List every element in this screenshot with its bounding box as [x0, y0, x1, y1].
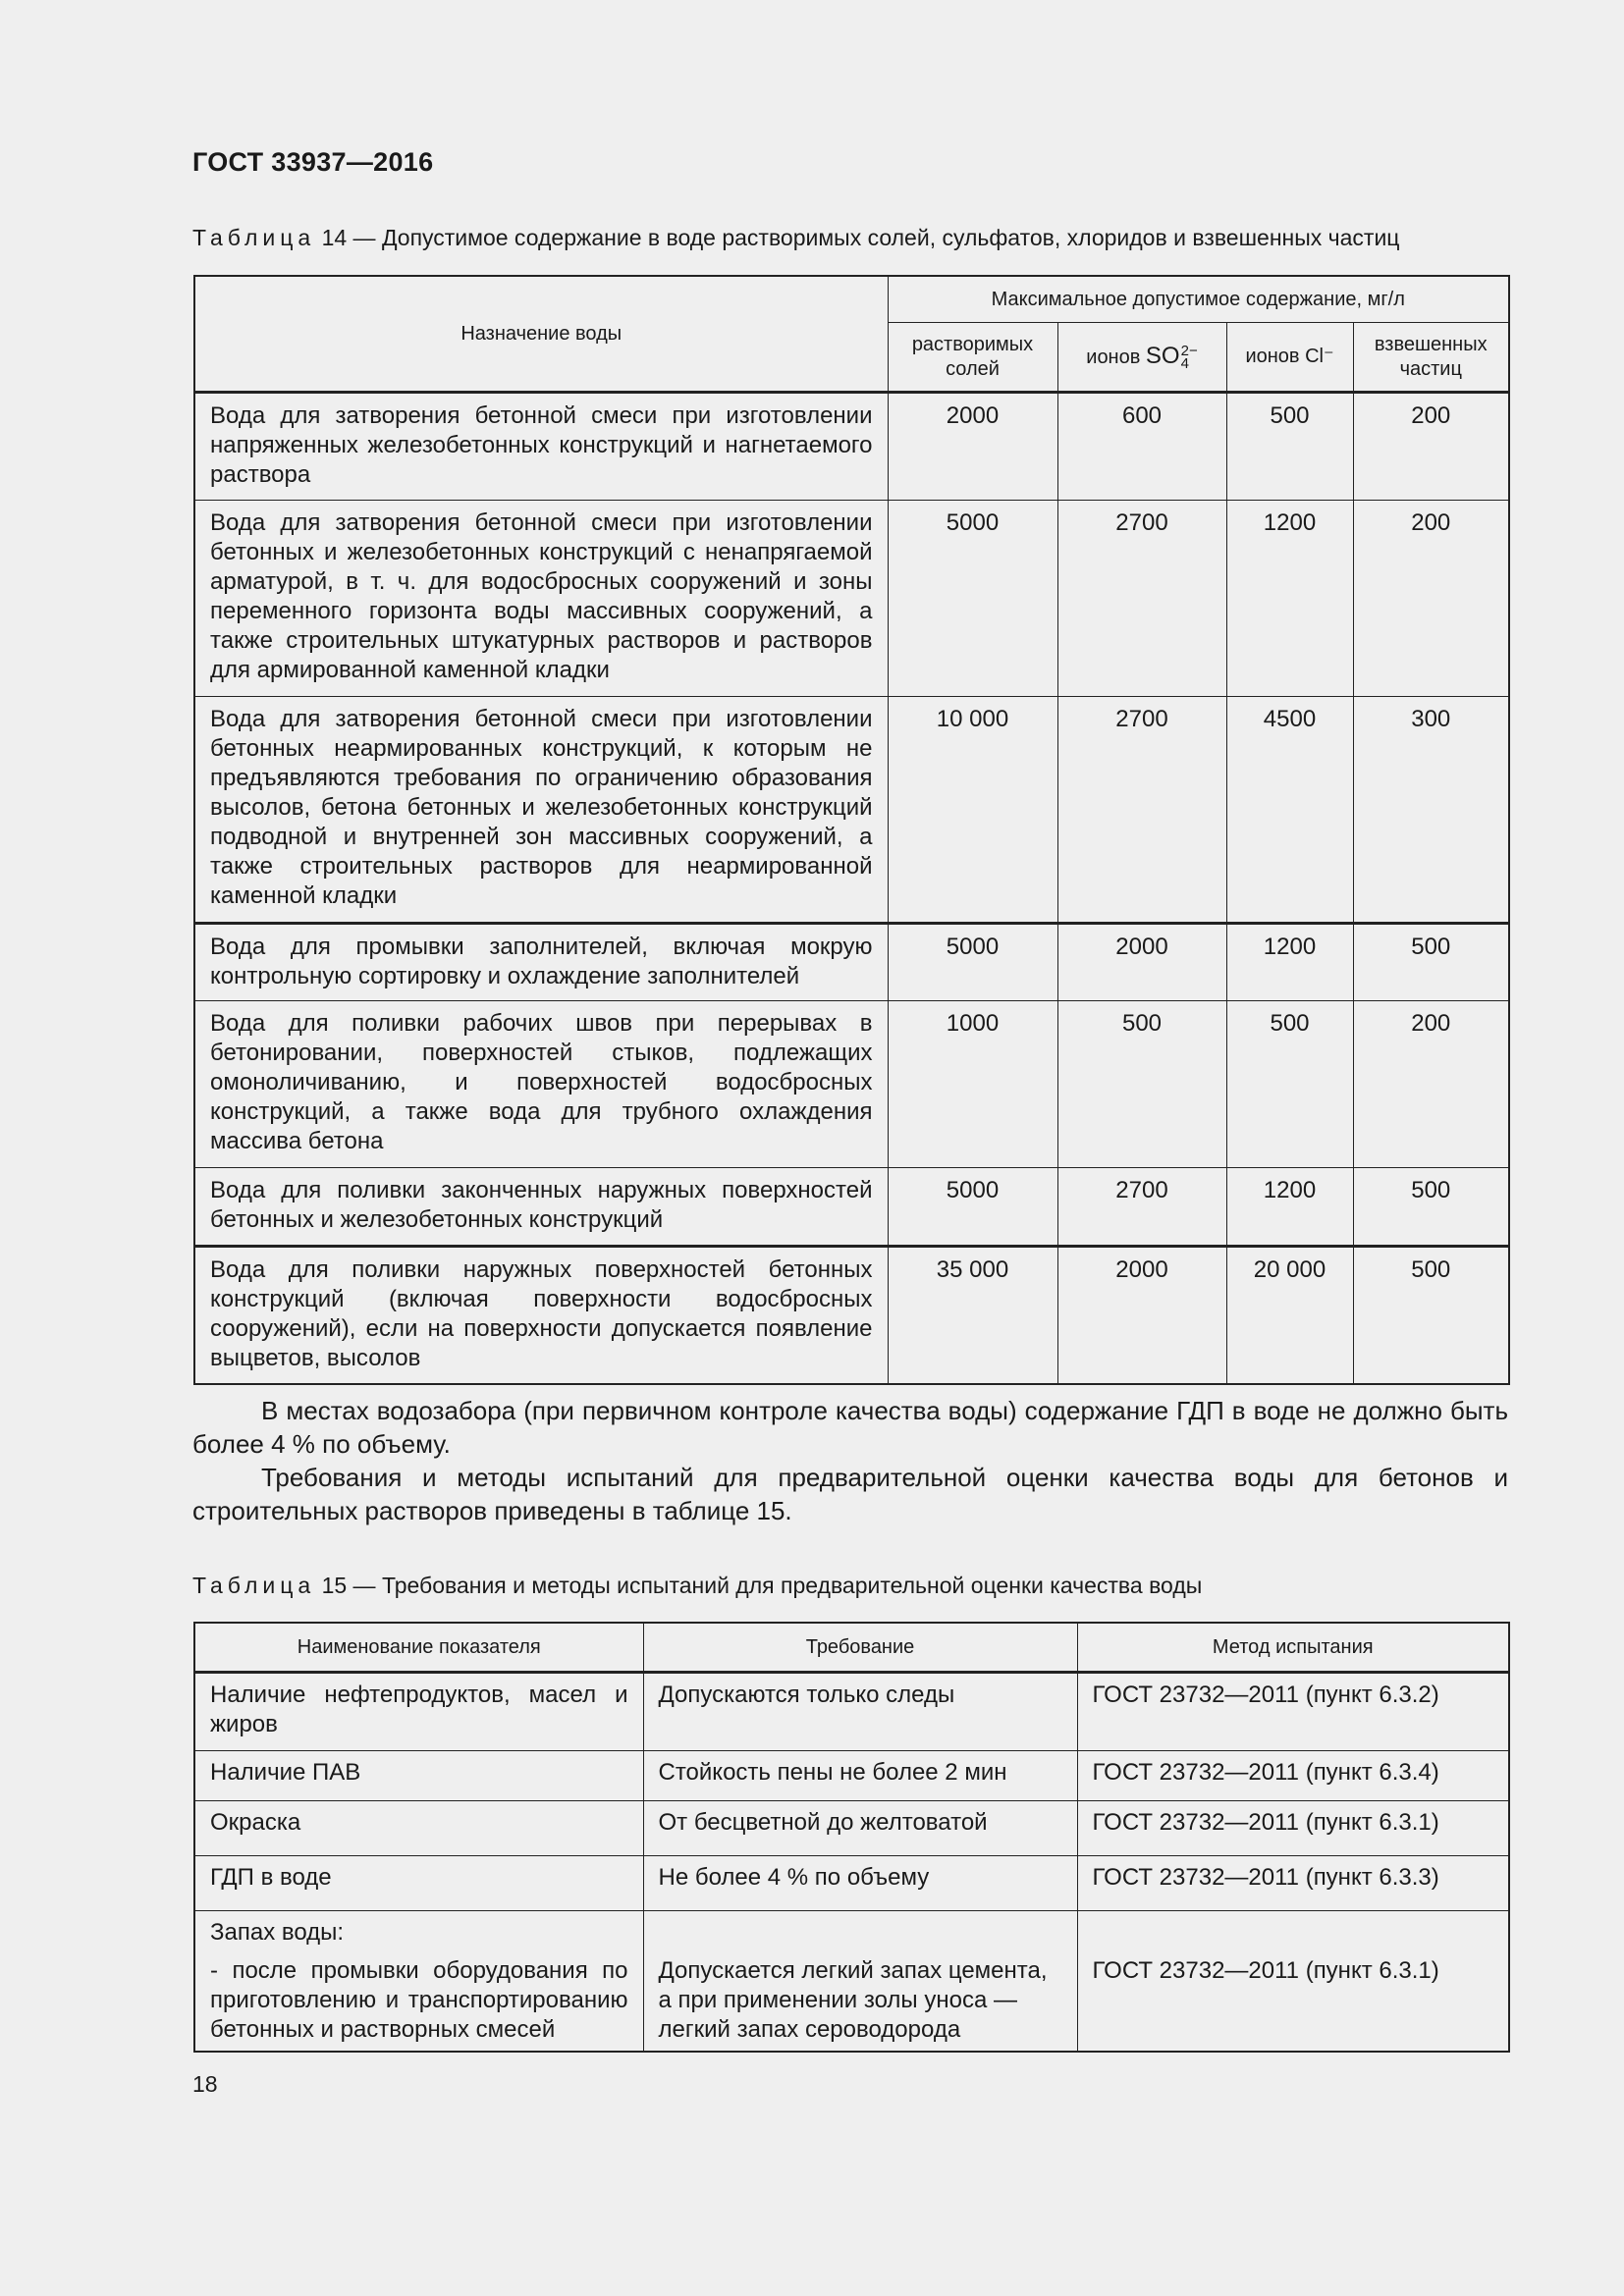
- table-row: [194, 1856, 1509, 1911]
- row-cl: 1200: [1226, 1168, 1353, 1247]
- row-purpose: Вода для затворения бетонной смеси при изготовлении напряженных железобетонных конструкций и нагнетаемого раствора: [194, 393, 888, 501]
- row-so4: 2000: [1057, 924, 1226, 1001]
- table-row: [194, 1911, 1509, 2053]
- document-code: ГОСТ 33937—2016: [192, 147, 434, 177]
- row-so4: 2700: [1057, 697, 1226, 924]
- table-row: [194, 924, 1509, 1001]
- row-suspended: 300: [1353, 697, 1509, 924]
- row-requirement: От бесцветной до желтоватой: [643, 1801, 1077, 1856]
- row-so4: 2000: [1057, 1247, 1226, 1384]
- row-method: ГОСТ 23732—2011 (пункт 6.3.4): [1077, 1751, 1509, 1801]
- smell-condition: - после промывки оборудования по приготовлению и транспортированию бетонных и растворных смесей: [210, 1957, 628, 2043]
- row-requirement: Не более 4 % по объему: [643, 1856, 1077, 1911]
- row-indicator-smell: [194, 1911, 643, 2053]
- row-purpose: Вода для поливки рабочих швов при перерывах в бетонировании, поверхностей стыков, подлежащих омоноличиванию, и поверхностей водосбросных конструкций, а также вода для трубного охлаждения массива бетона: [194, 1001, 888, 1168]
- row-purpose: Вода для промывки заполнителей, включая мокрую контрольную сортировку и охлаждение заполнителей: [194, 924, 888, 1001]
- table-row: [194, 393, 1509, 501]
- col-header-purpose: Назначение воды: [194, 276, 888, 393]
- row-cl: 1200: [1226, 924, 1353, 1001]
- smell-title: Запах воды:: [210, 1919, 345, 1946]
- col-header-indicator: Наименование показателя: [194, 1623, 643, 1673]
- col-header-suspended: взвешенных частиц: [1353, 323, 1509, 393]
- col-header-requirement: Требование: [643, 1623, 1077, 1673]
- row-salts: 1000: [888, 1001, 1057, 1168]
- row-suspended: 500: [1353, 924, 1509, 1001]
- row-cl: 1200: [1226, 501, 1353, 697]
- so4-sup: 2−: [1180, 342, 1198, 359]
- table-row: [194, 1247, 1509, 1384]
- row-purpose: Вода для затворения бетонной смеси при изготовлении бетонных неармированных конструкций, к которым не предъявляются требования по ограничению образования высолов, бетона бетонных и железобетонных конструкций подводной и внутренней зон массивных сооружений, а также строительных растворов для неармированной каменной кладки: [194, 697, 888, 924]
- paragraph-table15-ref: Требования и методы испытаний для предварительной оценки качества воды для бетонов и строительных растворов приведены в таблице 15.: [192, 1463, 1508, 1525]
- table-14: [193, 275, 1510, 1385]
- row-purpose: Вода для затворения бетонной смеси при изготовлении бетонных и железобетонных конструкций с ненапрягаемой арматурой, в т. ч. для водосбросных сооружений и зоны переменного горизонта воды массивных сооружений, а также строительных штукатурных растворов и растворов для армированной каменной кладки: [194, 501, 888, 697]
- row-so4: 2700: [1057, 1168, 1226, 1247]
- col-header-max-content: Максимальное допустимое содержание, мг/л: [888, 276, 1509, 323]
- row-salts: 5000: [888, 501, 1057, 697]
- row-indicator: Наличие нефтепродуктов, масел и жиров: [194, 1673, 643, 1751]
- row-requirement: Допускаются только следы: [643, 1673, 1077, 1751]
- table14-caption-word: Таблица: [192, 225, 316, 250]
- row-salts: 5000: [888, 924, 1057, 1001]
- row-method: ГОСТ 23732—2011 (пункт 6.3.2): [1077, 1673, 1509, 1751]
- table14-caption-text: 14 — Допустимое содержание в воде растворимых солей, сульфатов, хлоридов и взвешенных частиц: [321, 225, 1400, 250]
- so4-sub: 4: [1180, 354, 1189, 372]
- table-row: [194, 697, 1509, 924]
- table15-caption: [192, 1573, 1202, 1599]
- row-cl: 500: [1226, 393, 1353, 501]
- row-method: ГОСТ 23732—2011 (пункт 6.3.3): [1077, 1856, 1509, 1911]
- row-cl: 4500: [1226, 697, 1353, 924]
- row-suspended: 500: [1353, 1247, 1509, 1384]
- col-header-cl: ионов Cl⁻: [1226, 323, 1353, 393]
- table-row: [194, 1751, 1509, 1801]
- table15-caption-word: Таблица: [192, 1573, 316, 1598]
- table15-caption-text: 15 — Требования и методы испытаний для предварительной оценки качества воды: [321, 1573, 1203, 1598]
- table-row: [194, 1168, 1509, 1247]
- row-salts: 5000: [888, 1168, 1057, 1247]
- row-indicator: Наличие ПАВ: [194, 1751, 643, 1801]
- so4-prefix: ионов: [1086, 347, 1141, 368]
- so4-base: SO: [1145, 343, 1180, 369]
- row-salts: 35 000: [888, 1247, 1057, 1384]
- row-salts: 10 000: [888, 697, 1057, 924]
- row-cl: 20 000: [1226, 1247, 1353, 1384]
- so4-formula: [1145, 342, 1198, 372]
- row-so4: 500: [1057, 1001, 1226, 1168]
- row-purpose: Вода для поливки наружных поверхностей бетонных конструкций (включая поверхности водосбросных сооружений), если на поверхности допускается появление выцветов, высолов: [194, 1247, 888, 1384]
- row-requirement: Стойкость пены не более 2 мин: [643, 1751, 1077, 1801]
- col-header-method: Метод испытания: [1077, 1623, 1509, 1673]
- table-row: [194, 1801, 1509, 1856]
- row-indicator: ГДП в воде: [194, 1856, 643, 1911]
- row-requirement: Допускается легкий запах цемента, а при применении золы уноса — легкий запах сероводорода: [643, 1911, 1077, 2053]
- row-so4: 2700: [1057, 501, 1226, 697]
- row-purpose: Вода для поливки законченных наружных поверхностей бетонных и железобетонных конструкций: [194, 1168, 888, 1247]
- row-indicator: Окраска: [194, 1801, 643, 1856]
- table-row: [194, 1673, 1509, 1751]
- table-row: [194, 501, 1509, 697]
- row-suspended: 200: [1353, 393, 1509, 501]
- table-row: [194, 1001, 1509, 1168]
- paragraph-gdp: В местах водозабора (при первичном контроле качества воды) содержание ГДП в воде не должно быть более 4 % по объему.: [192, 1396, 1508, 1459]
- row-suspended: 200: [1353, 1001, 1509, 1168]
- table-15: [193, 1622, 1510, 2053]
- col-header-salts: растворимых солей: [888, 323, 1057, 393]
- row-suspended: 200: [1353, 501, 1509, 697]
- row-method: ГОСТ 23732—2011 (пункт 6.3.1): [1077, 1911, 1509, 2053]
- row-so4: 600: [1057, 393, 1226, 501]
- row-suspended: 500: [1353, 1168, 1509, 1247]
- col-header-so4: [1057, 323, 1226, 393]
- page-number: 18: [192, 2071, 218, 2097]
- table14-caption: [192, 225, 1399, 251]
- row-salts: 2000: [888, 393, 1057, 501]
- row-cl: 500: [1226, 1001, 1353, 1168]
- row-method: ГОСТ 23732—2011 (пункт 6.3.1): [1077, 1801, 1509, 1856]
